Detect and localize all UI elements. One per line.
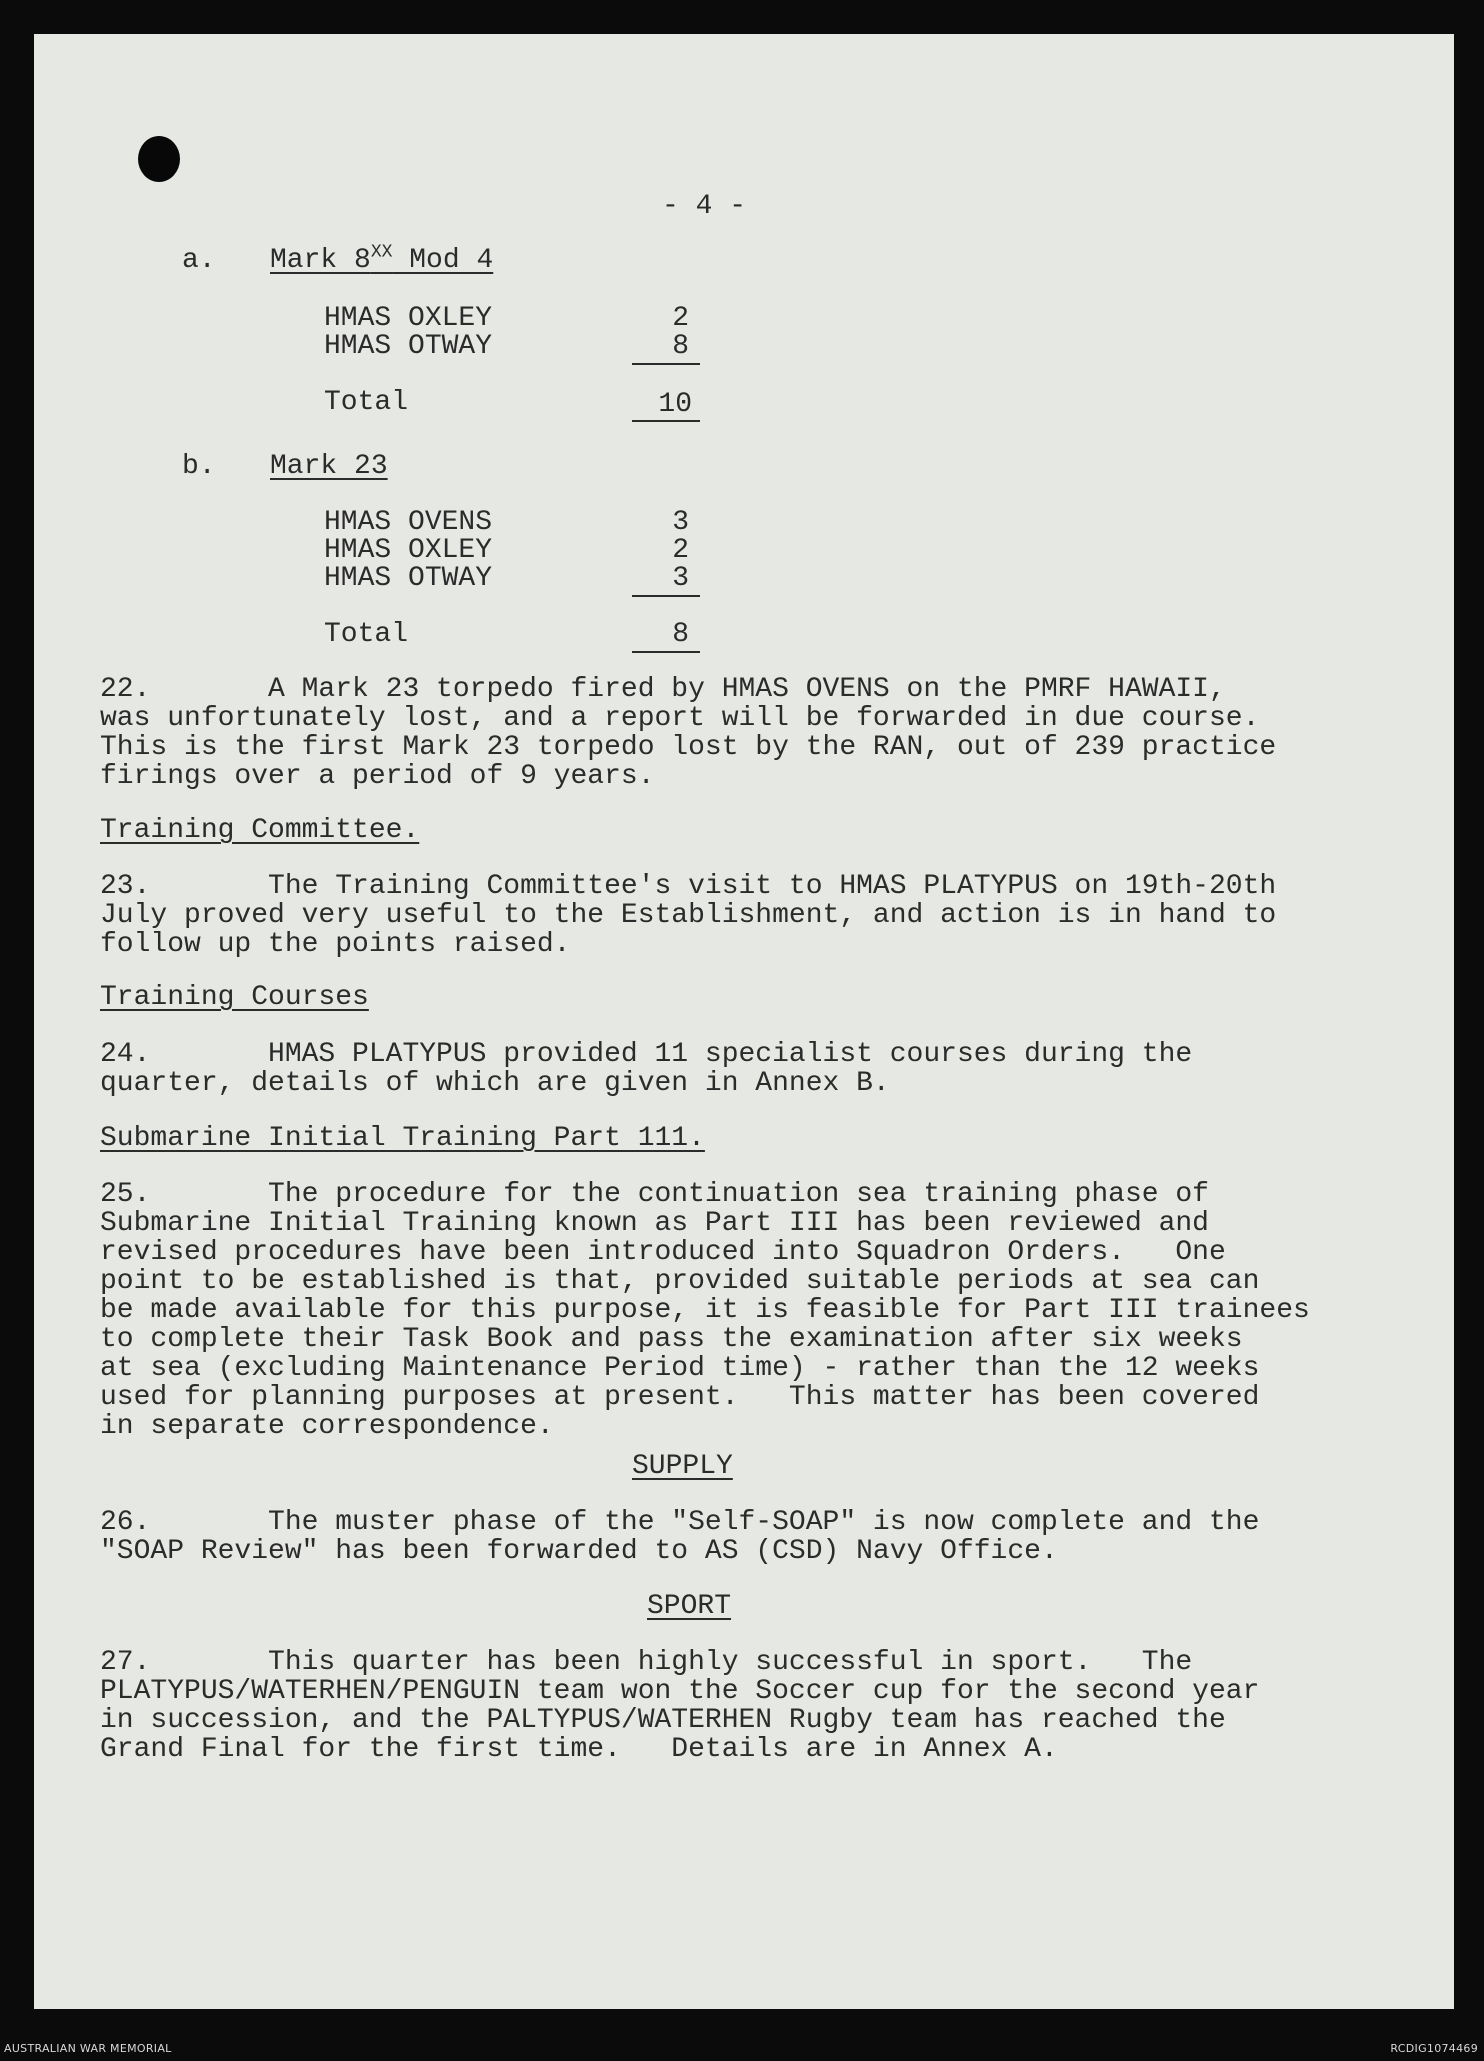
item-a-total-rule [632,420,700,422]
paragraph-23: 23. The Training Committee's visit to HMAS PLATYPUS on 19th-20th July proved very useful to the Establishment, and action is in hand to follow up the points raised. [100,871,1277,960]
item-a-total-value: 10 [658,389,692,420]
item-b-ship-2: HMAS OXLEY [324,535,493,566]
footer-archive-credit: AUSTRALIAN WAR MEMORIAL [4,2042,172,2055]
typed-document [34,34,1454,2009]
item-a-letter: a. [182,245,216,276]
paragraph-24: 24. HMAS PLATYPUS provided 11 specialist courses during the quarter, details of which are given in Annex B. [100,1039,1193,1099]
item-a-count-2: 8 [672,331,689,362]
document-page [34,34,1454,2009]
item-a-subtotal-rule [632,363,700,365]
item-b-total-rule [632,651,700,653]
paragraph-26: 26. The muster phase of the "Self-SOAP" is now complete and the "SOAP Review" has been forwarded to AS (CSD) Navy Office. [100,1507,1260,1567]
item-a-total-label: Total [324,387,409,418]
item-a-ship-2: HMAS OTWAY [324,331,493,362]
item-b-count-2: 2 [672,535,689,566]
heading-training-courses: Training Courses [100,982,369,1013]
item-a-superscript: XX [370,242,393,263]
item-a-ship-1: HMAS OXLEY [324,303,493,334]
footer-document-id: RCDIG1074469 [1390,2042,1478,2055]
paragraph-27: 27. This quarter has been highly successful in sport. The PLATYPUS/WATERHEN/PENGUIN team won the Soccer cup for the second year in succession, and the PALTYPUS/WATERHEN Rugby team has reached the Grand Final for the first time. Details are in Annex A. [100,1647,1260,1765]
item-b-total-label: Total [324,619,409,650]
item-b-title: Mark 23 [270,451,388,482]
paragraph-22: 22. A Mark 23 torpedo fired by HMAS OVENS on the PMRF HAWAII, was unfortunately lost, and a report will be forwarded in due course. This is the first Mark 23 torpedo lost by the RAN, out of 239 practice firings over a period of 9 years. [100,674,1277,792]
heading-submarine-training: Submarine Initial Training Part 111. [100,1123,705,1154]
item-b-ship-1: HMAS OVENS [324,507,493,538]
item-b-letter: b. [182,451,216,482]
item-a-title: Mark $8^{XX}$ Mod 4 [270,242,494,276]
heading-supply: SUPPLY [632,1451,733,1482]
paragraph-25: 25. The procedure for the continuation sea training phase of Submarine Initial Training known as Part III has been reviewed and revised procedures have been introduced into Squadron Orders. One point to be established is that, provided suitable periods at sea can be made available for this purpose, it is feasible for Part III trainees to complete their Task Book and pass the examination after six weeks at sea (excluding Maintenance Period time) - rather than the 12 weeks used for planning purposes at present. This matter has been covered in separate correspondence. [100,1179,1310,1442]
item-b-count-1: 3 [672,507,689,538]
item-b-ship-3: HMAS OTWAY [324,563,493,594]
heading-training-committee: Training Committee. [100,815,420,846]
item-b-count-3: 3 [672,563,689,594]
item-a-count-1: 2 [672,303,689,334]
heading-sport: SPORT [647,1591,732,1622]
item-b-subtotal-rule [632,595,700,597]
item-b-total-value: 8 [672,619,689,650]
page-number: - 4 - [662,191,747,222]
